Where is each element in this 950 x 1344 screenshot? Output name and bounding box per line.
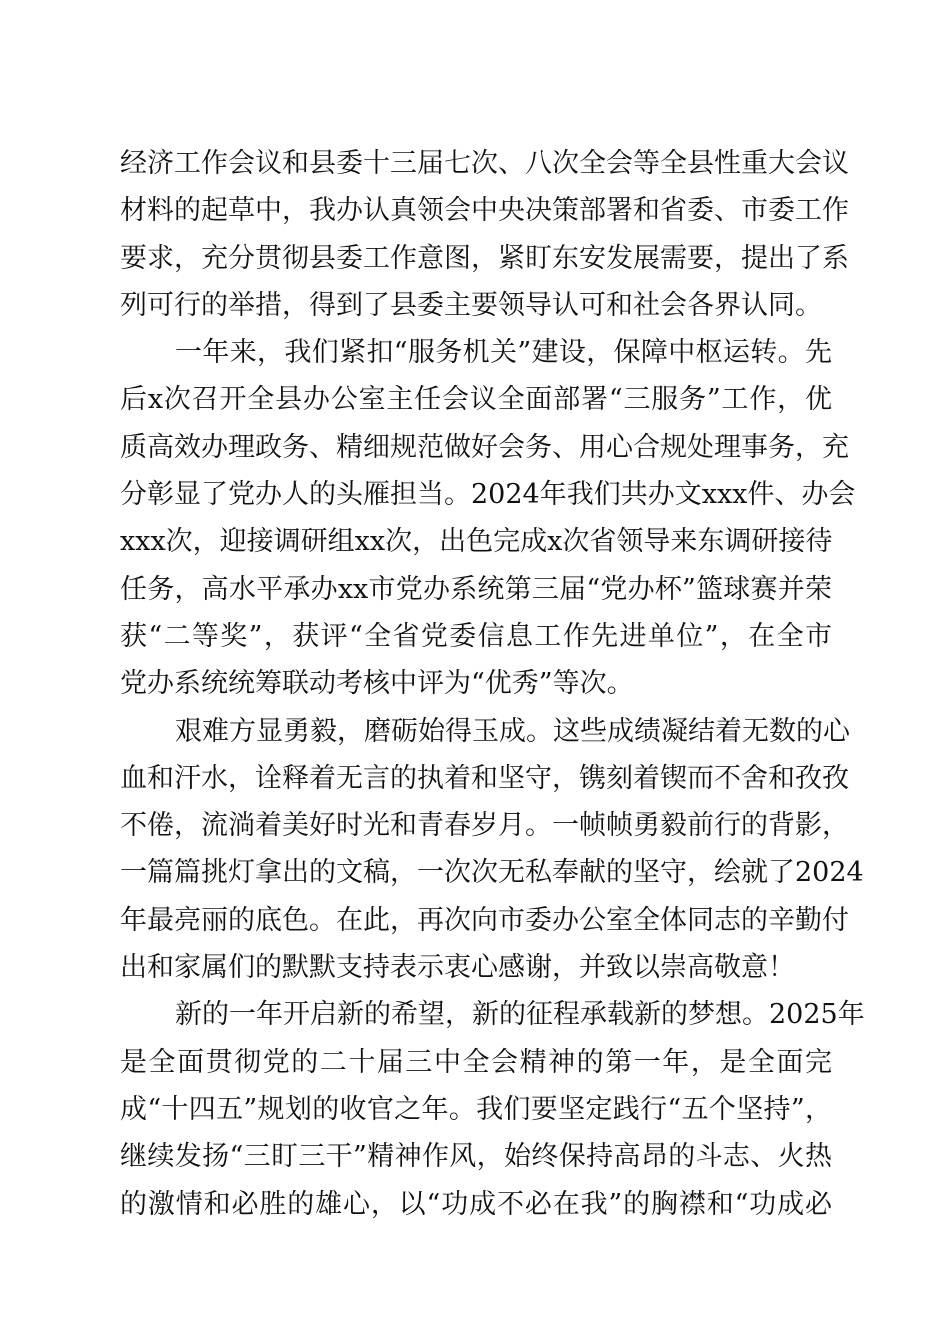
text-line: 后x次召开全县办公室主任会议全面部署“三服务”工作，优 bbox=[120, 384, 832, 416]
text-line: 年最亮丽的底色。在此，再次向市委办公室全体同志的辛勤付 bbox=[120, 904, 849, 936]
text-line: 出和家属们的默默支持表示衷心感谢，并致以崇高敬意！ bbox=[120, 952, 795, 984]
paragraph-first-line: 艰难方显勇毅，磨砺始得玉成。这些成绩凝结着无数的心 bbox=[175, 715, 850, 747]
text-line: 继续发扬“三盯三干”精神作风，始终保持高昂的斗志、火热 bbox=[120, 1141, 832, 1173]
body-text bbox=[120, 140, 865, 1228]
text-line: xxx次，迎接调研组xx次，出色完成x次省领导来东调研接待 bbox=[120, 526, 833, 558]
text-line: 不倦，流淌着美好时光和青春岁月。一帧帧勇毅前行的背影， bbox=[120, 810, 849, 842]
paragraph-first-line: 一年来，我们紧扣“服务机关”建设，保障中枢运转。先 bbox=[175, 337, 832, 369]
text-line: 质高效办理政务、精细规范做好会务、用心合规处理事务，充 bbox=[120, 431, 849, 463]
text-line: 列可行的举措，得到了县委主要领导认可和社会各界认同。 bbox=[120, 289, 822, 321]
paragraph-first-line: 新的一年开启新的希望，新的征程承载新的梦想。2025年 bbox=[175, 999, 865, 1031]
text-line: 要求，充分贯彻县委工作意图，紧盯东安发展需要，提出了系 bbox=[120, 242, 849, 274]
text-line: 是全面贯彻党的二十届三中全会精神的第一年，是全面完 bbox=[120, 1046, 832, 1078]
text-line: 材料的起草中，我办认真领会中央决策部署和省委、市委工作 bbox=[120, 195, 849, 227]
text-line: 成“十四五”规划的收官之年。我们要坚定践行“五个坚持”， bbox=[120, 1093, 832, 1125]
text-line: 血和汗水，诠释着无言的执着和坚守，镌刻着锲而不舍和孜孜 bbox=[120, 762, 849, 794]
text-line: 的激情和必胜的雄心，以“功成不必在我”的胸襟和“功成必 bbox=[120, 1188, 832, 1220]
text-line: 经济工作会议和县委十三届七次、八次全会等全县性重大会议 bbox=[120, 148, 849, 179]
text-line: 任务，高水平承办xx市党办系统第三届“党办杯”篮球赛并荣 bbox=[120, 573, 832, 605]
text-line: 分彰显了党办人的头雁担当。2024年我们共办文xxx件、办会 bbox=[120, 479, 856, 511]
text-line: 获“二等奖”，获评“全省党委信息工作先进单位”，在全市 bbox=[120, 620, 832, 652]
text-line: 一篇篇挑灯拿出的文稿，一次次无私奉献的坚守，绘就了2024 bbox=[120, 857, 864, 889]
text-line: 党办系统统筹联动考核中评为“优秀”等次。 bbox=[120, 668, 634, 700]
